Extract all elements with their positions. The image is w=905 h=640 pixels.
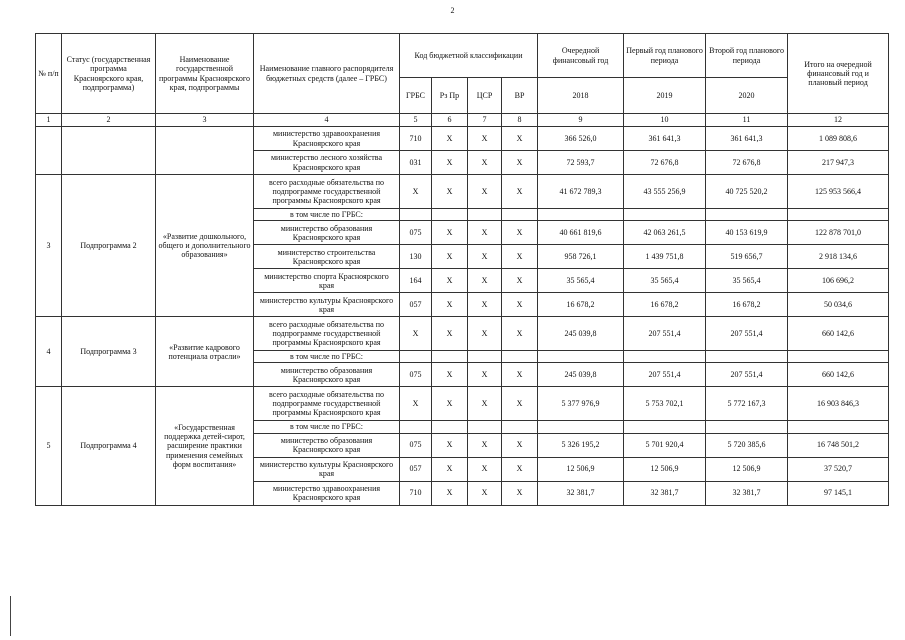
value-2020: 361 641,3 bbox=[706, 127, 788, 151]
empty-cell bbox=[538, 421, 624, 433]
value-2020: 32 381,7 bbox=[706, 481, 788, 505]
col-number: 3 bbox=[156, 114, 254, 127]
code-csr: X bbox=[468, 457, 502, 481]
grbs-name: министерство здравоохранения Красноярского края bbox=[254, 127, 400, 151]
value-2020: 12 506,9 bbox=[706, 457, 788, 481]
value-2020: 5 720 385,6 bbox=[706, 433, 788, 457]
code-vr: X bbox=[502, 175, 538, 209]
col-number: 10 bbox=[624, 114, 706, 127]
code-rzpr: X bbox=[432, 481, 468, 505]
code-csr: X bbox=[468, 433, 502, 457]
name-cell bbox=[156, 127, 254, 175]
code-vr: X bbox=[502, 221, 538, 245]
grbs-name: министерство культуры Красноярского края bbox=[254, 457, 400, 481]
value-2019: 72 676,8 bbox=[624, 151, 706, 175]
value-2019: 207 551,4 bbox=[624, 317, 706, 351]
code-grbs: 057 bbox=[400, 457, 432, 481]
status-cell: Подпрограмма 3 bbox=[62, 317, 156, 387]
table-row bbox=[36, 387, 889, 421]
value-2018: 958 726,1 bbox=[538, 245, 624, 269]
empty-cell bbox=[502, 209, 538, 221]
code-csr: X bbox=[468, 363, 502, 387]
code-vr: X bbox=[502, 433, 538, 457]
code-rzpr: X bbox=[432, 433, 468, 457]
code-csr: X bbox=[468, 269, 502, 293]
code-csr: X bbox=[468, 387, 502, 421]
value-2018: 40 661 819,6 bbox=[538, 221, 624, 245]
header-code-rzpr: Рз Пр bbox=[432, 78, 468, 114]
code-vr: X bbox=[502, 151, 538, 175]
empty-cell bbox=[400, 351, 432, 363]
empty-cell bbox=[432, 421, 468, 433]
code-grbs: X bbox=[400, 175, 432, 209]
grbs-name: министерство культуры Красноярского края bbox=[254, 293, 400, 317]
value-2020: 72 676,8 bbox=[706, 151, 788, 175]
code-grbs: 075 bbox=[400, 221, 432, 245]
value-2019: 42 063 261,5 bbox=[624, 221, 706, 245]
code-csr: X bbox=[468, 151, 502, 175]
value-2018: 245 039,8 bbox=[538, 363, 624, 387]
empty-cell bbox=[706, 209, 788, 221]
scan-edge-mark bbox=[10, 596, 11, 636]
code-vr: X bbox=[502, 317, 538, 351]
code-csr: X bbox=[468, 127, 502, 151]
value-2018: 32 381,7 bbox=[538, 481, 624, 505]
col-number: 1 bbox=[36, 114, 62, 127]
page-number: 2 bbox=[450, 6, 455, 15]
col-number: 4 bbox=[254, 114, 400, 127]
grbs-name: министерство лесного хозяйства Красноярского края bbox=[254, 151, 400, 175]
value-2019: 361 641,3 bbox=[624, 127, 706, 151]
header-year-2: Первый год планового периода bbox=[624, 34, 706, 78]
code-rzpr: X bbox=[432, 317, 468, 351]
value-2019: 16 678,2 bbox=[624, 293, 706, 317]
name-cell: «Государственная поддержка детей-сирот, расширение практики применения семейных форм воспитания» bbox=[156, 387, 254, 505]
code-rzpr: X bbox=[432, 245, 468, 269]
code-csr: X bbox=[468, 317, 502, 351]
code-grbs: 164 bbox=[400, 269, 432, 293]
header-code-grbs: ГРБС bbox=[400, 78, 432, 114]
empty-cell bbox=[502, 421, 538, 433]
col-number: 7 bbox=[468, 114, 502, 127]
value-2020: 207 551,4 bbox=[706, 317, 788, 351]
header-code-group: Код бюджетной классификации bbox=[400, 34, 538, 78]
table-header bbox=[36, 34, 889, 127]
code-rzpr: X bbox=[432, 127, 468, 151]
empty-cell bbox=[400, 209, 432, 221]
col-number: 11 bbox=[706, 114, 788, 127]
value-2018: 12 506,9 bbox=[538, 457, 624, 481]
value-2018: 35 565,4 bbox=[538, 269, 624, 293]
code-grbs: 031 bbox=[400, 151, 432, 175]
header-year-1: Очередной финансовый год bbox=[538, 34, 624, 78]
header-status: Статус (государственная программа Красноярского края, подпрограмма) bbox=[62, 34, 156, 114]
value-total: 125 953 566,4 bbox=[788, 175, 889, 209]
code-rzpr: X bbox=[432, 221, 468, 245]
grbs-name: министерство строительства Красноярского края bbox=[254, 245, 400, 269]
row-num: 5 bbox=[36, 387, 62, 505]
value-2020: 519 656,7 bbox=[706, 245, 788, 269]
value-total: 37 520,7 bbox=[788, 457, 889, 481]
header-year-3: Второй год планового периода bbox=[706, 34, 788, 78]
code-rzpr: X bbox=[432, 175, 468, 209]
table-row bbox=[36, 175, 889, 209]
empty-cell bbox=[538, 351, 624, 363]
value-2019: 207 551,4 bbox=[624, 363, 706, 387]
column-numbers-row bbox=[36, 114, 889, 127]
value-total: 97 145,1 bbox=[788, 481, 889, 505]
value-2019: 12 506,9 bbox=[624, 457, 706, 481]
value-2018: 245 039,8 bbox=[538, 317, 624, 351]
value-2020: 35 565,4 bbox=[706, 269, 788, 293]
code-rzpr: X bbox=[432, 363, 468, 387]
value-2020: 207 551,4 bbox=[706, 363, 788, 387]
header-num: № п/п bbox=[36, 34, 62, 114]
value-total: 217 947,3 bbox=[788, 151, 889, 175]
all-obligations-label: всего расходные обязательства по подпрограмме государственной программы Красноярского края bbox=[254, 175, 400, 209]
status-cell: Подпрограмма 4 bbox=[62, 387, 156, 505]
code-grbs: 075 bbox=[400, 433, 432, 457]
header-total: Итого на очередной финансовый год и плановый период bbox=[788, 34, 889, 114]
row-num: 3 bbox=[36, 175, 62, 317]
empty-cell bbox=[788, 421, 889, 433]
empty-cell bbox=[706, 421, 788, 433]
code-grbs: 710 bbox=[400, 127, 432, 151]
value-2019: 5 753 702,1 bbox=[624, 387, 706, 421]
header-code-vr: ВР bbox=[502, 78, 538, 114]
name-cell: «Развитие дошкольного, общего и дополнительного образования» bbox=[156, 175, 254, 317]
empty-cell bbox=[788, 351, 889, 363]
code-grbs: X bbox=[400, 387, 432, 421]
value-total: 16 903 846,3 bbox=[788, 387, 889, 421]
code-vr: X bbox=[502, 363, 538, 387]
code-rzpr: X bbox=[432, 387, 468, 421]
empty-cell bbox=[538, 209, 624, 221]
empty-cell bbox=[468, 351, 502, 363]
value-total: 106 696,2 bbox=[788, 269, 889, 293]
value-2018: 366 526,0 bbox=[538, 127, 624, 151]
header-name: Наименование государственной программы Красноярского края, подпрограммы bbox=[156, 34, 254, 114]
code-vr: X bbox=[502, 293, 538, 317]
col-number: 9 bbox=[538, 114, 624, 127]
code-vr: X bbox=[502, 269, 538, 293]
table-row bbox=[36, 127, 889, 151]
header-grbs: Наименование главного распорядителя бюджетных средств (далее – ГРБС) bbox=[254, 34, 400, 114]
value-total: 660 142,6 bbox=[788, 317, 889, 351]
col-number: 5 bbox=[400, 114, 432, 127]
in-that-label: в том числе по ГРБС: bbox=[254, 421, 400, 433]
value-2019: 35 565,4 bbox=[624, 269, 706, 293]
code-rzpr: X bbox=[432, 457, 468, 481]
code-vr: X bbox=[502, 457, 538, 481]
value-2020: 16 678,2 bbox=[706, 293, 788, 317]
in-that-label: в том числе по ГРБС: bbox=[254, 351, 400, 363]
code-grbs: 057 bbox=[400, 293, 432, 317]
in-that-label: в том числе по ГРБС: bbox=[254, 209, 400, 221]
block-subprogram-3 bbox=[36, 317, 889, 387]
empty-cell bbox=[432, 209, 468, 221]
value-2020: 40 725 520,2 bbox=[706, 175, 788, 209]
value-2018: 16 678,2 bbox=[538, 293, 624, 317]
grbs-name: министерство спорта Красноярского края bbox=[254, 269, 400, 293]
code-csr: X bbox=[468, 221, 502, 245]
empty-cell bbox=[624, 421, 706, 433]
value-2019: 43 555 256,9 bbox=[624, 175, 706, 209]
header-year-2020: 2020 bbox=[706, 78, 788, 114]
all-obligations-label: всего расходные обязательства по подпрограмме государственной программы Красноярского края bbox=[254, 387, 400, 421]
code-csr: X bbox=[468, 481, 502, 505]
grbs-name: министерство образования Красноярского края bbox=[254, 363, 400, 387]
table-row bbox=[36, 317, 889, 351]
status-cell bbox=[62, 127, 156, 175]
col-number: 12 bbox=[788, 114, 889, 127]
empty-cell bbox=[706, 351, 788, 363]
grbs-name: министерство образования Красноярского края bbox=[254, 433, 400, 457]
header-year-2019: 2019 bbox=[624, 78, 706, 114]
value-total: 16 748 501,2 bbox=[788, 433, 889, 457]
value-2018: 5 377 976,9 bbox=[538, 387, 624, 421]
code-grbs: 710 bbox=[400, 481, 432, 505]
code-csr: X bbox=[468, 175, 502, 209]
row-num: 4 bbox=[36, 317, 62, 387]
value-2018: 72 593,7 bbox=[538, 151, 624, 175]
code-rzpr: X bbox=[432, 151, 468, 175]
empty-cell bbox=[468, 421, 502, 433]
value-total: 50 034,6 bbox=[788, 293, 889, 317]
value-2019: 1 439 751,8 bbox=[624, 245, 706, 269]
status-cell: Подпрограмма 2 bbox=[62, 175, 156, 317]
block-subprogram-2 bbox=[36, 175, 889, 317]
code-grbs: 075 bbox=[400, 363, 432, 387]
col-number: 2 bbox=[62, 114, 156, 127]
code-grbs: 130 bbox=[400, 245, 432, 269]
value-total: 660 142,6 bbox=[788, 363, 889, 387]
header-code-csr: ЦСР bbox=[468, 78, 502, 114]
value-total: 122 878 701,0 bbox=[788, 221, 889, 245]
value-2018: 5 326 195,2 bbox=[538, 433, 624, 457]
row-num-cell bbox=[36, 127, 62, 175]
header-year-2018: 2018 bbox=[538, 78, 624, 114]
empty-cell bbox=[624, 351, 706, 363]
block-continuation bbox=[36, 127, 889, 175]
code-vr: X bbox=[502, 387, 538, 421]
value-2019: 5 701 920,4 bbox=[624, 433, 706, 457]
empty-cell bbox=[432, 351, 468, 363]
col-number: 8 bbox=[502, 114, 538, 127]
value-2020: 40 153 619,9 bbox=[706, 221, 788, 245]
code-vr: X bbox=[502, 481, 538, 505]
code-csr: X bbox=[468, 293, 502, 317]
budget-table bbox=[35, 33, 889, 506]
value-2020: 5 772 167,3 bbox=[706, 387, 788, 421]
code-rzpr: X bbox=[432, 269, 468, 293]
code-grbs: X bbox=[400, 317, 432, 351]
all-obligations-label: всего расходные обязательства по подпрограмме государственной программы Красноярского края bbox=[254, 317, 400, 351]
code-vr: X bbox=[502, 245, 538, 269]
empty-cell bbox=[468, 209, 502, 221]
value-2018: 41 672 789,3 bbox=[538, 175, 624, 209]
col-number: 6 bbox=[432, 114, 468, 127]
value-total: 1 089 808,6 bbox=[788, 127, 889, 151]
grbs-name: министерство образования Красноярского края bbox=[254, 221, 400, 245]
empty-cell bbox=[400, 421, 432, 433]
value-total: 2 918 134,6 bbox=[788, 245, 889, 269]
name-cell: «Развитие кадрового потенциала отрасли» bbox=[156, 317, 254, 387]
code-csr: X bbox=[468, 245, 502, 269]
empty-cell bbox=[788, 209, 889, 221]
code-rzpr: X bbox=[432, 293, 468, 317]
empty-cell bbox=[502, 351, 538, 363]
empty-cell bbox=[624, 209, 706, 221]
block-subprogram-4 bbox=[36, 387, 889, 505]
code-vr: X bbox=[502, 127, 538, 151]
value-2019: 32 381,7 bbox=[624, 481, 706, 505]
grbs-name: министерство здравоохранения Красноярского края bbox=[254, 481, 400, 505]
